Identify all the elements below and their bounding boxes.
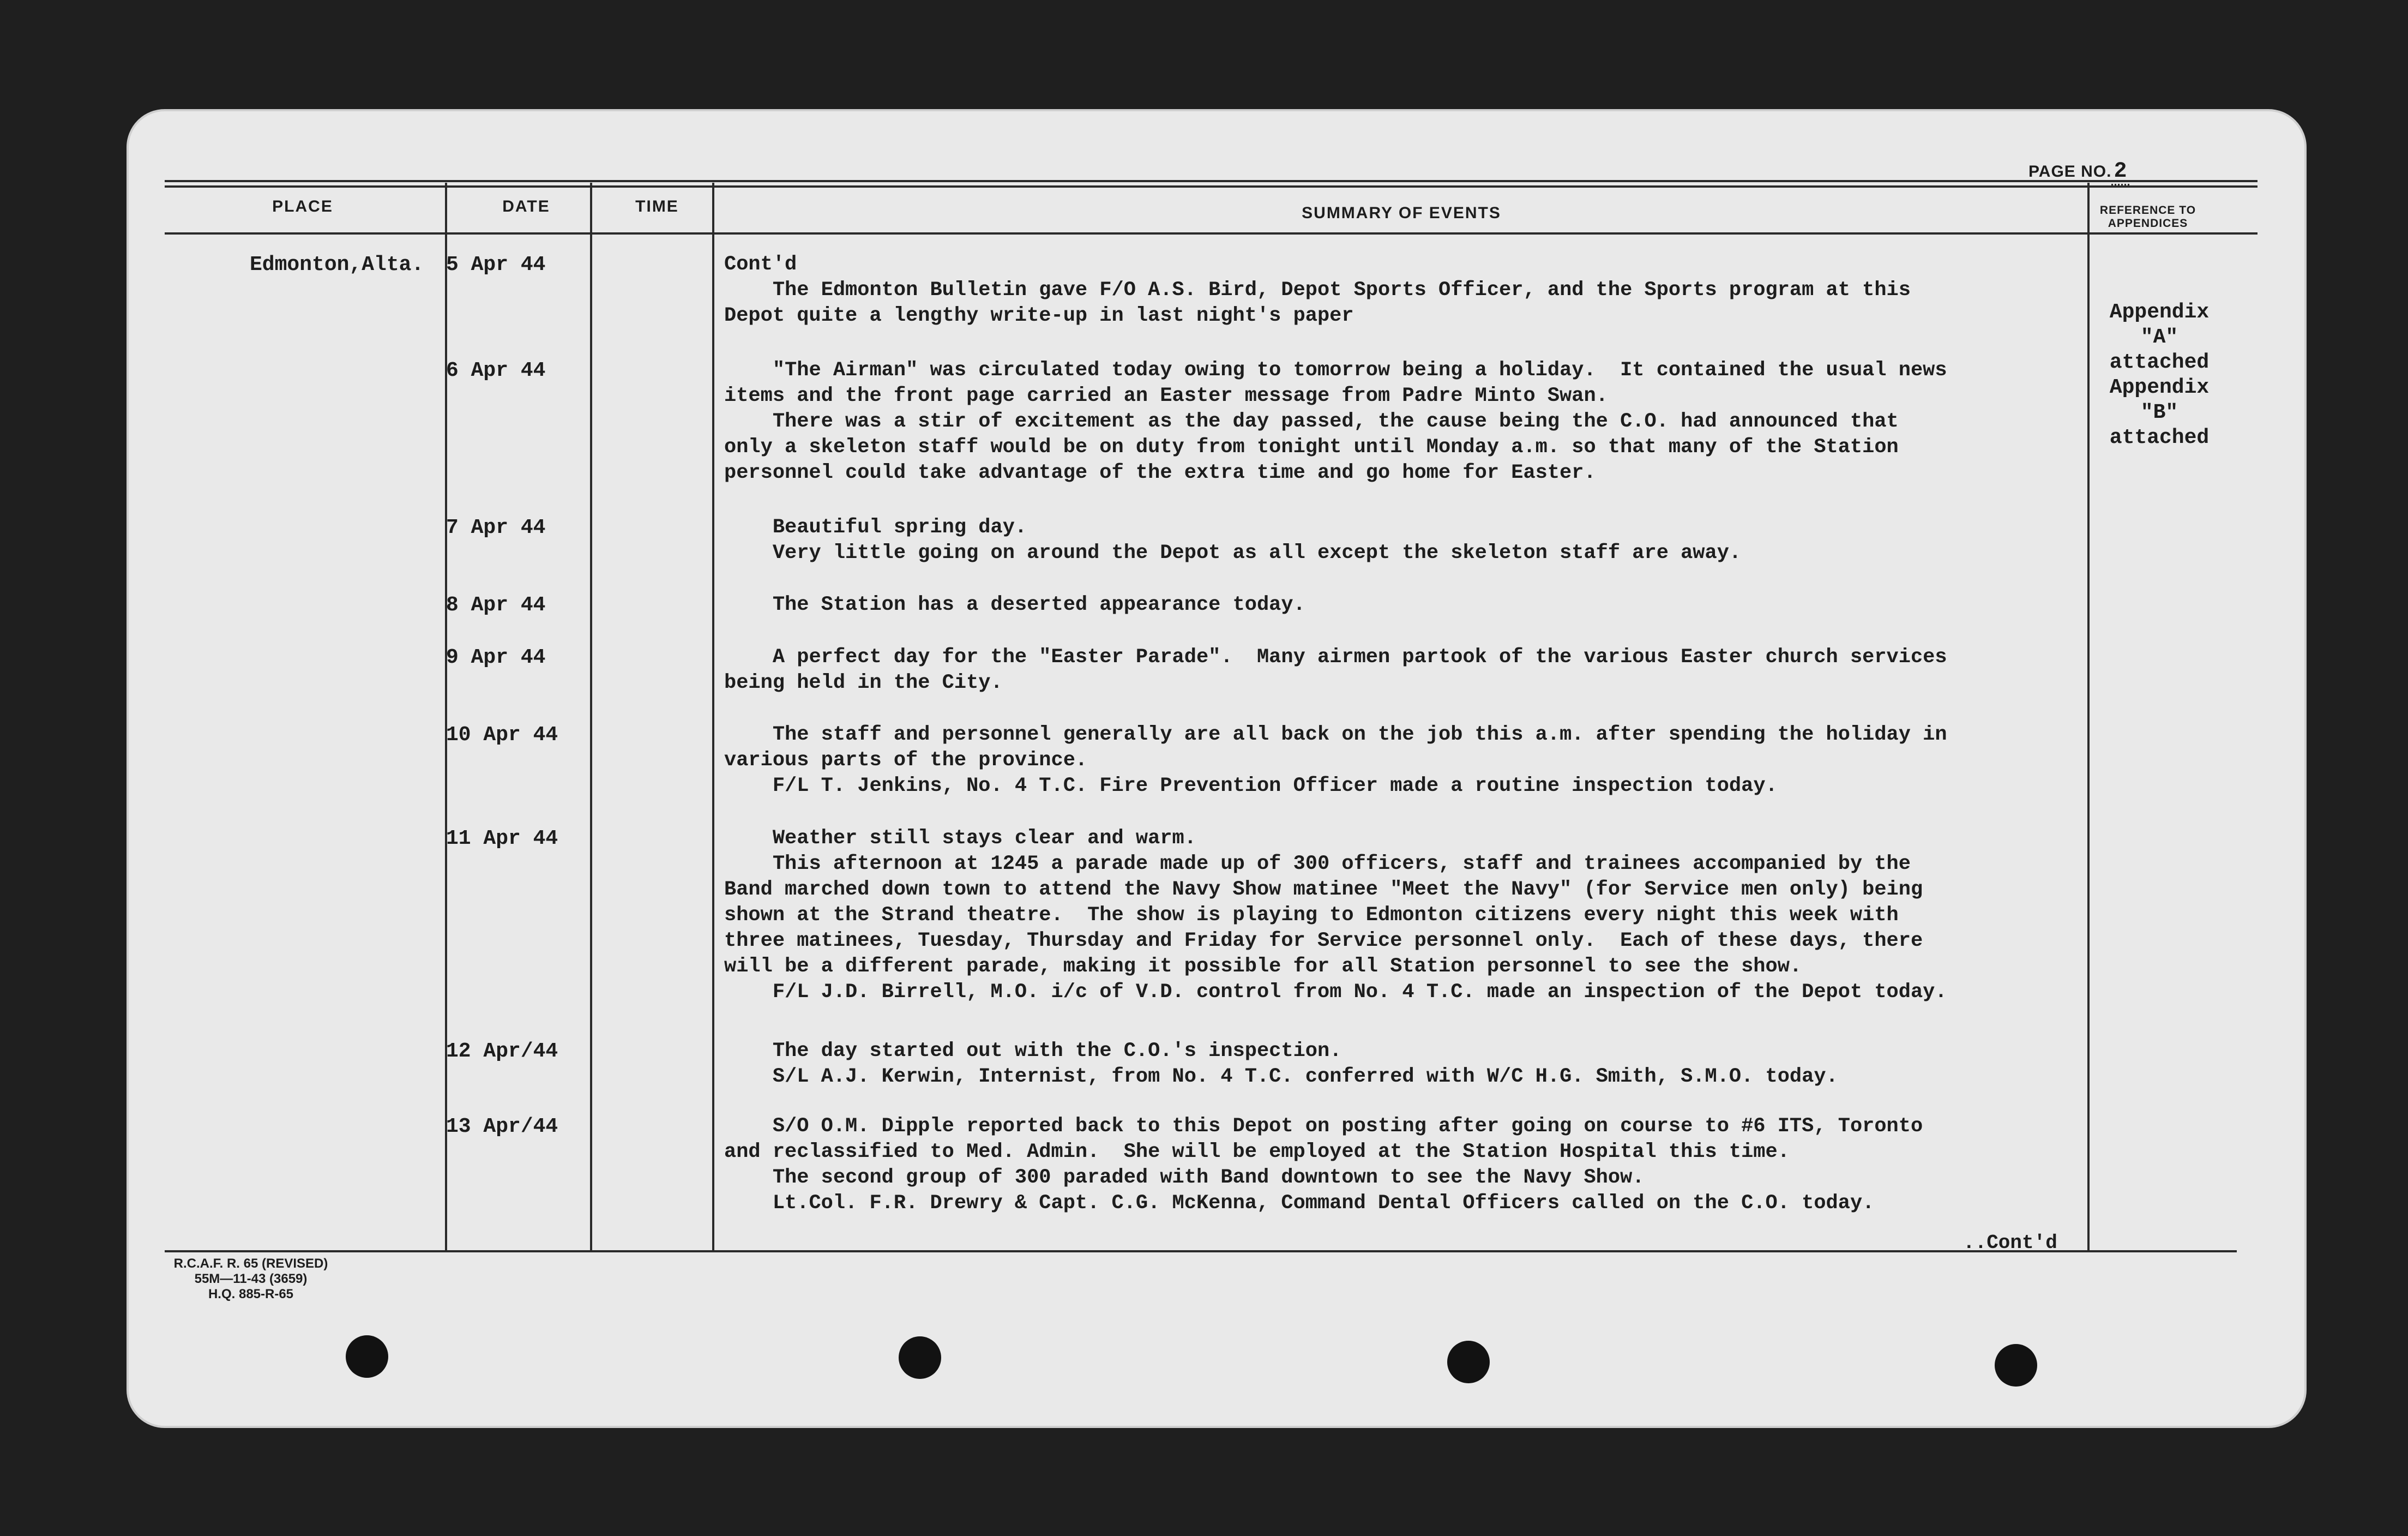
entry-date: 10 Apr 44 bbox=[446, 723, 558, 747]
header-date: DATE bbox=[502, 197, 550, 215]
entry-line: S/L A.J. Kerwin, Internist, from No. 4 T.C. conferred with W/C H.G. Smith, S.M.O. today. bbox=[724, 1065, 1838, 1088]
entry-line: The Station has a deserted appearance today. bbox=[724, 593, 1305, 616]
entry-text bbox=[724, 515, 2055, 566]
entry-line: Depot quite a lengthy write-up in last night's paper bbox=[724, 304, 1354, 327]
entry-line: This afternoon at 1245 a parade made up of 300 officers, staff and trainees accompanied by the bbox=[724, 853, 1911, 875]
header-reference bbox=[2085, 204, 2211, 230]
header-bottom-rule bbox=[165, 232, 2258, 235]
entry-line: personnel could take advantage of the extra time and go home for Easter. bbox=[724, 461, 1596, 484]
punch-hole bbox=[899, 1336, 941, 1379]
entry-date: 11 Apr 44 bbox=[446, 827, 558, 850]
appendix-references bbox=[2105, 300, 2214, 451]
entry-date: 9 Apr 44 bbox=[446, 646, 546, 669]
appendix-line: attached bbox=[2109, 426, 2210, 449]
entry-line: various parts of the province. bbox=[724, 749, 1088, 772]
entry-line: The Edmonton Bulletin gave F/O A.S. Bird, Depot Sports Officer, and the Sports program at this bbox=[724, 279, 1911, 302]
page-number-value: 2 bbox=[2111, 159, 2129, 185]
entry-text bbox=[724, 645, 2055, 696]
entry-line: Lt.Col. F.R. Drewry & Capt. C.G. McKenna, Command Dental Officers called on the C.O. today. bbox=[724, 1192, 1875, 1215]
top-rule bbox=[165, 180, 2258, 182]
entry-line: F/L T. Jenkins, No. 4 T.C. Fire Prevention Officer made a routine inspection today. bbox=[724, 775, 1778, 797]
appendix-line: attached bbox=[2109, 351, 2210, 374]
page-number bbox=[2028, 159, 2129, 184]
entry-text bbox=[724, 592, 2055, 618]
entry-date: 13 Apr/44 bbox=[446, 1115, 558, 1138]
page-number-label: PAGE NO. bbox=[2028, 163, 2112, 181]
entry-line: only a skeleton staff would be on duty from tonight until Monday a.m. so that many of the Station bbox=[724, 436, 1899, 459]
header-time: TIME bbox=[635, 197, 679, 215]
continued-marker: ..Cont'd bbox=[1963, 1232, 2057, 1254]
entry-date: 7 Apr 44 bbox=[446, 516, 546, 539]
appendix-line: Appendix bbox=[2109, 301, 2210, 324]
form-line: 55M—11-43 (3659) bbox=[194, 1271, 308, 1286]
form-number bbox=[158, 1256, 344, 1302]
entry-line: being held in the City. bbox=[724, 671, 1003, 694]
entry-line: A perfect day for the "Easter Parade". Many airmen partook of the various Easter church services bbox=[724, 646, 1947, 669]
top-rule-2 bbox=[165, 185, 2258, 188]
entry-line: three matinees, Tuesday, Thursday and Friday for Service personnel only. Each of these days, there bbox=[724, 929, 1923, 952]
entry-text bbox=[724, 252, 2055, 329]
entry-line: Band marched down town to attend the Navy Show matinee "Meet the Navy" (for Service men only) being bbox=[724, 878, 1923, 901]
punch-hole bbox=[1447, 1341, 1490, 1383]
entry-line: Cont'd bbox=[724, 253, 797, 276]
entry-date: 5 Apr 44 bbox=[446, 253, 546, 277]
column-divider-place bbox=[445, 183, 447, 1251]
entry-text bbox=[724, 1039, 2055, 1090]
header-place: PLACE bbox=[272, 197, 333, 215]
entry-line: shown at the Strand theatre. The show is playing to Edmonton citizens every night this week with bbox=[724, 904, 1899, 927]
entry-date: 8 Apr 44 bbox=[446, 593, 546, 617]
reference-line-1: REFERENCE TO bbox=[2099, 204, 2196, 217]
entry-line: Weather still stays clear and warm. bbox=[724, 827, 1196, 850]
entry-date: 12 Apr/44 bbox=[446, 1040, 558, 1063]
place-cell: Edmonton,Alta. bbox=[250, 253, 424, 277]
column-divider-time bbox=[712, 183, 714, 1251]
column-divider-summary bbox=[2087, 183, 2090, 1251]
entry-line: The staff and personnel generally are all back on the job this a.m. after spending the holiday in bbox=[724, 723, 1947, 746]
entry-line: and reclassified to Med. Admin. She will be employed at the Station Hospital this time. bbox=[724, 1141, 1790, 1163]
entry-text bbox=[724, 826, 2055, 1005]
entry-line: Beautiful spring day. bbox=[724, 516, 1027, 539]
entry-line: will be a different parade, making it possible for all Station personnel to see the show. bbox=[724, 955, 1802, 978]
footer-rule bbox=[165, 1250, 2237, 1252]
column-divider-date bbox=[590, 183, 592, 1251]
entry-line: The second group of 300 paraded with Band downtown to see the Navy Show. bbox=[724, 1166, 1645, 1189]
entry-text bbox=[724, 722, 2055, 799]
header-summary: SUMMARY OF EVENTS bbox=[1302, 204, 1501, 222]
punch-hole bbox=[346, 1335, 388, 1378]
reference-line-2: APPENDICES bbox=[2108, 217, 2188, 230]
entry-line: F/L J.D. Birrell, M.O. i/c of V.D. control from No. 4 T.C. made an inspection of the Depot today. bbox=[724, 981, 1947, 1004]
appendix-line: "B" bbox=[2140, 401, 2178, 424]
punch-hole bbox=[1995, 1344, 2037, 1387]
entry-line: The day started out with the C.O.'s inspection. bbox=[724, 1040, 1342, 1063]
form-line: H.Q. 885-R-65 bbox=[208, 1287, 294, 1301]
appendix-line: "A" bbox=[2140, 326, 2178, 349]
form-line: R.C.A.F. R. 65 (REVISED) bbox=[173, 1256, 328, 1271]
entry-text bbox=[724, 358, 2055, 486]
entry-line: Very little going on around the Depot as all except the skeleton staff are away. bbox=[724, 542, 1742, 565]
entry-date: 6 Apr 44 bbox=[446, 359, 546, 382]
entry-line: items and the front page carried an Easter message from Padre Minto Swan. bbox=[724, 385, 1608, 407]
entry-line: "The Airman" was circulated today owing to tomorrow being a holiday. It contained the usual news bbox=[724, 359, 1947, 382]
appendix-line: Appendix bbox=[2109, 376, 2210, 399]
entry-text bbox=[724, 1114, 2055, 1216]
entry-line: S/O O.M. Dipple reported back to this Depot on posting after going on course to #6 ITS, Toronto bbox=[724, 1115, 1923, 1138]
entry-line: There was a stir of excitement as the day passed, the cause being the C.O. had announced that bbox=[724, 410, 1899, 433]
